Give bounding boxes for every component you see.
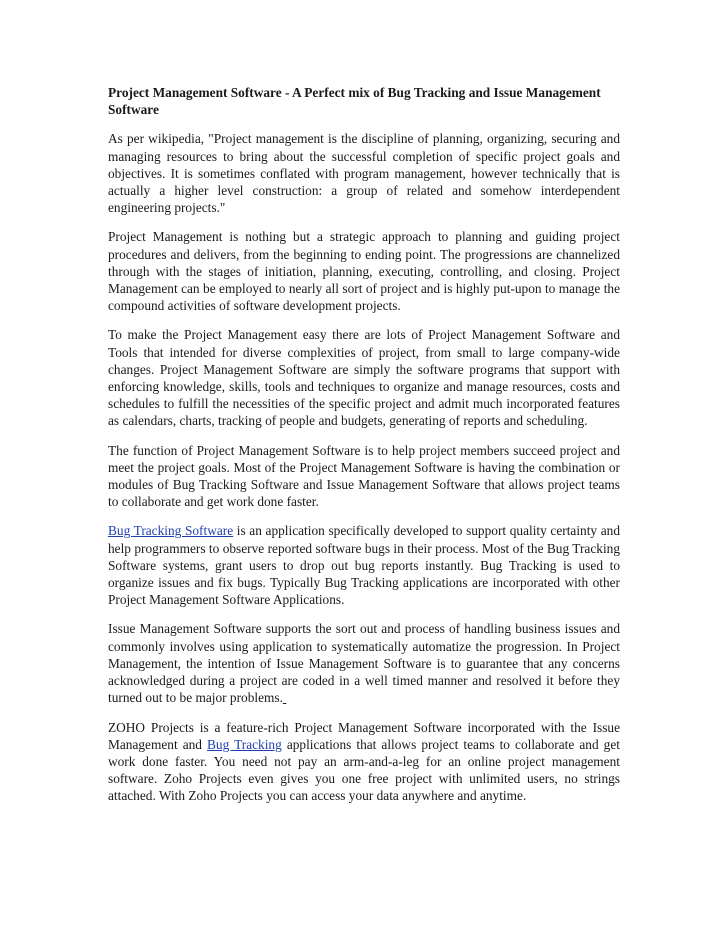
bug-tracking-text: is an application specifically developed to support quality certainty and help programmers to observe reported software bugs in their process. Most of the Bug Tracking Software systems, grant users to drop out bug reports instantly. Bug Tracking is used to organize issues and fix bugs. Typically Bug Tracking applications are incorporated with other Project Management Software Applications.	[108, 523, 620, 608]
document-page	[108, 84, 620, 817]
paragraph-software-tools: To make the Project Management easy there are lots of Project Management Software and Tools that intended for diverse complexities of project, from small to large company-wide changes. Project Management Software are simply the software programs that support with enforcing knowledge, skills, tools and techniques to organize and manage resources, costs and schedules to fulfill the necessities of the specific project and admit much incorporated features as calendars, charts, tracking of people and budgets, generating of reports and scheduling.	[108, 327, 620, 429]
paragraph-definition: Project Management is nothing but a strategic approach to planning and guiding project procedures and delivers, from the beginning to ending point. The progressions are channelized through with the stages of initiation, planning, executing, controlling, and closing. Project Management can be employed to nearly all sort of project and is highly put-upon to manage the compound activities of software development projects.	[108, 229, 620, 314]
bug-tracking-link[interactable]: Bug Tracking	[207, 736, 282, 752]
zoho-text-before: ZOHO Projects is a feature-rich Project Management Software incorporated with the Issue Management and	[108, 719, 620, 752]
paragraph-function: The function of Project Management Software is to help project members succeed project and meet the project goals. Most of the Project Management Software is having the combination or modules of Bug Tracking Software and Issue Management Software that allows project teams to collaborate and get work done faster.	[108, 442, 620, 510]
zoho-text-after: applications that allows project teams to collaborate and get work done faster. You need not pay an arm-and-a-leg for an online project management software. Zoho Projects even gives you one free project with unlimited users, no strings attached. With Zoho Projects you can access your data anywhere and anytime.	[108, 736, 620, 804]
paragraph-zoho-projects	[108, 719, 620, 805]
document-title: Project Management Software - A Perfect mix of Bug Tracking and Issue Management Software	[108, 85, 601, 118]
paragraph-wikipedia-quote: As per wikipedia, "Project management is the discipline of planning, organizing, securing and managing resources to bring about the successful completion of specific project goals and objectives. It is sometimes conflated with program management, however technically that is actually a higher level construction: a group of related and somehow interdependent engineering projects."	[108, 131, 620, 216]
trailing-underline	[283, 690, 286, 705]
issue-management-text: Issue Management Software supports the sort out and process of handling business issues and commonly involves using application to systematically automatize the progression. In Project Management, the intention of Issue Management Software is to guarantee that any concerns acknowledged during a project are coded in a well timed manner and resolved it before they turned out to be major problems.	[108, 621, 620, 706]
paragraph-issue-management	[108, 620, 620, 706]
bug-tracking-software-link[interactable]: Bug Tracking Software	[108, 523, 234, 539]
paragraph-bug-tracking	[108, 522, 620, 608]
